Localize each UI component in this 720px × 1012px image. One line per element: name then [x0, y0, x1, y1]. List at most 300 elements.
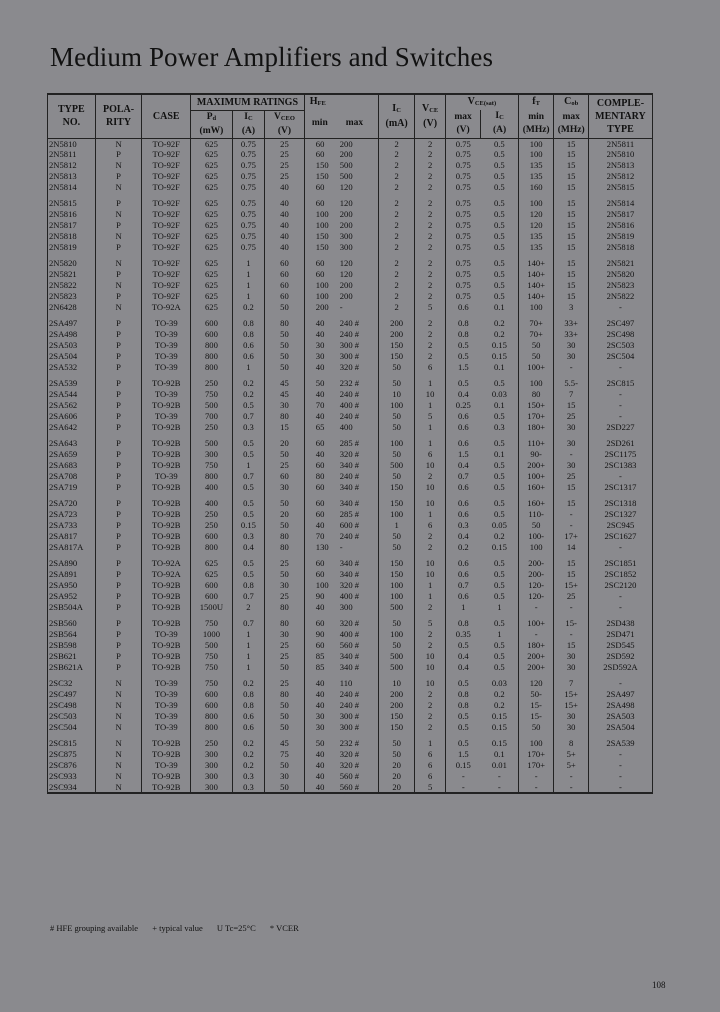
cell-hfe-vce: 2	[415, 640, 445, 651]
cell-vceo: 20	[265, 509, 305, 520]
cell-case: TO-92F	[142, 269, 191, 280]
cell-ic: 1	[232, 651, 264, 662]
cell-hfe-min: 200	[304, 302, 336, 313]
cell-hfe-vce: 1	[415, 378, 445, 389]
cell-pd: 625	[191, 149, 233, 160]
cell-vcesat-ic: 0.5	[481, 640, 519, 651]
cell-hfe-min: 40	[304, 771, 336, 782]
cell-case: TO-39	[142, 329, 191, 340]
cell-complementary: 2SC1852	[588, 569, 652, 580]
cell-type: 2SC934	[48, 782, 96, 794]
cell-cob: 5+	[554, 760, 589, 771]
footnote-tc: U Tc=25°C	[216, 923, 256, 933]
cell-type: 2SC815	[48, 738, 96, 749]
table-row	[48, 531, 653, 542]
table-body	[48, 138, 653, 793]
cell-vcesat-max: 0.6	[445, 498, 481, 509]
table-row	[48, 591, 653, 602]
cell-type: 2N5810	[48, 138, 96, 149]
cell-polarity: P	[95, 580, 142, 591]
cell-vceo: 30	[265, 482, 305, 493]
cell-cob: 8	[554, 738, 589, 749]
cell-ic: 0.75	[232, 138, 264, 149]
table-row	[48, 400, 653, 411]
cell-hfe-max: 200	[337, 149, 379, 160]
cell-ic: 1	[232, 629, 264, 640]
cell-complementary: -	[588, 782, 652, 794]
cell-hfe-vce: 5	[415, 411, 445, 422]
cell-vceo: 50	[265, 329, 305, 340]
cell-case: TO-92B	[142, 509, 191, 520]
cell-hfe-min: 40	[304, 449, 336, 460]
cell-polarity: P	[95, 422, 142, 433]
cell-hfe-min: 60	[304, 498, 336, 509]
cob-max-header: max (MHz)	[554, 110, 589, 138]
cell-complementary: 2SC504	[588, 351, 652, 362]
cell-case: TO-92F	[142, 149, 191, 160]
cell-complementary: 2SC945	[588, 520, 652, 531]
hfe-vce-header: VCE (V)	[415, 94, 445, 138]
cell-complementary: -	[588, 678, 652, 689]
cell-vcesat-max: 0.7	[445, 471, 481, 482]
cell-ic: 1	[232, 269, 264, 280]
page-title: Medium Power Amplifiers and Switches	[50, 42, 494, 72]
cell-case: TO-92F	[142, 171, 191, 182]
cell-complementary: 2SC503	[588, 340, 652, 351]
cell-vcesat-ic: 1	[481, 629, 519, 640]
cell-case: TO-92B	[142, 602, 191, 613]
cell-cob: 15	[554, 198, 589, 209]
cell-pd: 625	[191, 269, 233, 280]
cell-polarity: P	[95, 471, 142, 482]
cell-complementary: 2SA504	[588, 722, 652, 733]
cell-type: 2N5817	[48, 220, 96, 231]
cell-vcesat-max: 0.75	[445, 280, 481, 291]
cell-hfe-min: 60	[304, 482, 336, 493]
cell-pd: 625	[191, 302, 233, 313]
cell-type: 2SA497	[48, 318, 96, 329]
cell-polarity: P	[95, 438, 142, 449]
cell-vcesat-max: 0.75	[445, 220, 481, 231]
cell-hfe-vce: 2	[415, 629, 445, 640]
cell-vcesat-ic: 0.15	[481, 340, 519, 351]
cell-ic: 0.5	[232, 558, 264, 569]
cell-type: 2SB504A	[48, 602, 96, 613]
cell-type: 2SA733	[48, 520, 96, 531]
cell-case: TO-92F	[142, 242, 191, 253]
cell-pd: 750	[191, 618, 233, 629]
cell-polarity: P	[95, 411, 142, 422]
cell-hfe-max: 600 #	[337, 520, 379, 531]
cell-cob: 15	[554, 269, 589, 280]
cell-polarity: P	[95, 351, 142, 362]
cell-complementary: 2SC1383	[588, 460, 652, 471]
cell-cob: 30	[554, 351, 589, 362]
table-row	[48, 242, 653, 253]
cell-type: 2SA720	[48, 498, 96, 509]
cell-complementary: -	[588, 400, 652, 411]
cell-complementary: 2SC1317	[588, 482, 652, 493]
cell-hfe-vce: 1	[415, 422, 445, 433]
cell-type: 2SB560	[48, 618, 96, 629]
cell-polarity: P	[95, 269, 142, 280]
cell-pd: 600	[191, 689, 233, 700]
cell-vceo: 50	[265, 498, 305, 509]
cell-ic: 0.3	[232, 531, 264, 542]
table-row	[48, 362, 653, 373]
cell-vcesat-ic: 0.5	[481, 231, 519, 242]
cell-hfe-max: 300	[337, 231, 379, 242]
cell-case: TO-92B	[142, 749, 191, 760]
cell-ic: 1	[232, 280, 264, 291]
cell-type: 2N5815	[48, 198, 96, 209]
cell-hfe-vce: 10	[415, 482, 445, 493]
cell-ft: 80	[518, 389, 554, 400]
cell-hfe-min: 60	[304, 182, 336, 193]
cell-ic: 0.6	[232, 722, 264, 733]
cell-case: TO-92B	[142, 542, 191, 553]
cell-hfe-ic: 150	[378, 722, 415, 733]
table-row	[48, 651, 653, 662]
cell-ic: 0.8	[232, 580, 264, 591]
cell-type: 2N5814	[48, 182, 96, 193]
cell-complementary: -	[588, 411, 652, 422]
cell-vceo: 45	[265, 738, 305, 749]
cell-vceo: 25	[265, 678, 305, 689]
case-header: CASE	[142, 94, 191, 138]
cell-ft: 110+	[518, 438, 554, 449]
cell-hfe-vce: 10	[415, 558, 445, 569]
cell-hfe-ic: 2	[378, 280, 415, 291]
cell-type: 2SA719	[48, 482, 96, 493]
cell-hfe-ic: 2	[378, 182, 415, 193]
cell-hfe-max: 300 #	[337, 340, 379, 351]
table-row	[48, 302, 653, 313]
cell-polarity: P	[95, 591, 142, 602]
cell-hfe-vce: 1	[415, 591, 445, 602]
cell-hfe-max: 240 #	[337, 531, 379, 542]
cell-hfe-ic: 150	[378, 351, 415, 362]
cell-hfe-ic: 500	[378, 662, 415, 673]
cell-ic: 1	[232, 662, 264, 673]
cell-ic: 0.8	[232, 329, 264, 340]
cell-complementary: 2N5814	[588, 198, 652, 209]
cell-ft: 140+	[518, 269, 554, 280]
cell-cob: 17+	[554, 531, 589, 542]
cell-complementary: 2N5818	[588, 242, 652, 253]
table-row	[48, 269, 653, 280]
cell-case: TO-39	[142, 711, 191, 722]
cell-hfe-ic: 500	[378, 460, 415, 471]
cell-hfe-ic: 50	[378, 449, 415, 460]
table-row	[48, 618, 653, 629]
table-header	[48, 94, 653, 138]
cell-polarity: N	[95, 722, 142, 733]
cell-hfe-ic: 200	[378, 329, 415, 340]
cell-complementary: 2SC498	[588, 329, 652, 340]
cell-hfe-vce: 2	[415, 258, 445, 269]
cell-ic: 0.75	[232, 160, 264, 171]
cell-type: 2N5819	[48, 242, 96, 253]
cell-ft: 180+	[518, 640, 554, 651]
cell-hfe-vce: 2	[415, 138, 445, 149]
cell-cob: 15	[554, 182, 589, 193]
cell-hfe-vce: 2	[415, 700, 445, 711]
table-row	[48, 722, 653, 733]
cell-vcesat-max: 0.35	[445, 629, 481, 640]
cell-vcesat-max: 1.5	[445, 362, 481, 373]
cell-complementary: 2N5810	[588, 149, 652, 160]
cell-ic: 1	[232, 258, 264, 269]
cell-ic: 0.8	[232, 700, 264, 711]
cell-pd: 625	[191, 291, 233, 302]
cell-hfe-vce: 2	[415, 220, 445, 231]
cell-ft: -	[518, 771, 554, 782]
cell-hfe-ic: 50	[378, 749, 415, 760]
cell-complementary: 2SD438	[588, 618, 652, 629]
cell-ft: 15-	[518, 700, 554, 711]
cell-vcesat-ic: 0.5	[481, 280, 519, 291]
cell-vcesat-ic: 0.5	[481, 269, 519, 280]
cell-complementary: 2SD471	[588, 629, 652, 640]
table-row	[48, 678, 653, 689]
table-row	[48, 738, 653, 749]
cell-ic: 0.5	[232, 569, 264, 580]
cell-case: TO-39	[142, 629, 191, 640]
cell-hfe-ic: 50	[378, 422, 415, 433]
cell-hfe-min: 40	[304, 520, 336, 531]
cell-hfe-min: 60	[304, 269, 336, 280]
cell-vcesat-max: 0.8	[445, 318, 481, 329]
cell-vceo: 60	[265, 269, 305, 280]
cell-ft: 200+	[518, 460, 554, 471]
cell-hfe-ic: 150	[378, 569, 415, 580]
table-row	[48, 160, 653, 171]
cell-vcesat-ic: 0.2	[481, 700, 519, 711]
cell-hfe-max: 340 #	[337, 482, 379, 493]
cell-hfe-ic: 50	[378, 531, 415, 542]
cell-vceo: 25	[265, 171, 305, 182]
cell-hfe-min: 100	[304, 280, 336, 291]
cell-ft: 140+	[518, 280, 554, 291]
cell-case: TO-92B	[142, 618, 191, 629]
cell-hfe-min: 30	[304, 722, 336, 733]
table-row	[48, 231, 653, 242]
cell-pd: 625	[191, 280, 233, 291]
cell-hfe-ic: 50	[378, 411, 415, 422]
cell-ic: 0.5	[232, 482, 264, 493]
cell-polarity: P	[95, 531, 142, 542]
cell-vceo: 25	[265, 149, 305, 160]
cell-ic: 0.3	[232, 771, 264, 782]
table-row	[48, 340, 653, 351]
table-row	[48, 629, 653, 640]
cell-hfe-vce: 6	[415, 771, 445, 782]
cell-ft: 160+	[518, 498, 554, 509]
cell-hfe-ic: 2	[378, 269, 415, 280]
cell-vcesat-max: 0.2	[445, 542, 481, 553]
cell-complementary: 2N5816	[588, 220, 652, 231]
cell-ic: 0.75	[232, 198, 264, 209]
cell-vcesat-max: 1	[445, 602, 481, 613]
cell-ft: 160	[518, 182, 554, 193]
cell-hfe-ic: 150	[378, 558, 415, 569]
cell-hfe-max: 340 #	[337, 569, 379, 580]
cell-ic: 0.6	[232, 711, 264, 722]
cell-hfe-max: 400	[337, 422, 379, 433]
cell-complementary: 2SC1318	[588, 498, 652, 509]
cell-type: 2SC875	[48, 749, 96, 760]
cell-ft: 100	[518, 738, 554, 749]
cell-ic: 0.2	[232, 389, 264, 400]
cell-case: TO-39	[142, 351, 191, 362]
cell-vceo: 30	[265, 580, 305, 591]
cell-hfe-ic: 150	[378, 340, 415, 351]
cell-vcesat-max: 1.5	[445, 449, 481, 460]
cell-complementary: 2N5821	[588, 258, 652, 269]
cell-pd: 300	[191, 760, 233, 771]
cell-case: TO-92F	[142, 160, 191, 171]
cell-vceo: 25	[265, 591, 305, 602]
cell-case: TO-39	[142, 678, 191, 689]
table-row	[48, 640, 653, 651]
cell-vcesat-ic: 0.5	[481, 558, 519, 569]
cell-pd: 750	[191, 678, 233, 689]
cell-hfe-min: 60	[304, 509, 336, 520]
cell-vcesat-max: 0.4	[445, 460, 481, 471]
cell-vceo: 50	[265, 711, 305, 722]
cell-hfe-ic: 2	[378, 231, 415, 242]
cell-pd: 300	[191, 749, 233, 760]
cell-pd: 625	[191, 171, 233, 182]
cell-ic: 0.75	[232, 149, 264, 160]
cell-vcesat-ic: 0.01	[481, 760, 519, 771]
cell-hfe-vce: 2	[415, 149, 445, 160]
cell-hfe-max: 300	[337, 242, 379, 253]
cell-hfe-vce: 1	[415, 738, 445, 749]
cell-ic: 0.4	[232, 542, 264, 553]
cell-ft: 120-	[518, 591, 554, 602]
cell-vcesat-ic: 0.15	[481, 738, 519, 749]
cell-hfe-min: 40	[304, 602, 336, 613]
cell-polarity: N	[95, 749, 142, 760]
cell-ft: 100+	[518, 362, 554, 373]
cell-complementary: 2N5811	[588, 138, 652, 149]
cell-hfe-max: 560 #	[337, 771, 379, 782]
cell-hfe-max: 320 #	[337, 618, 379, 629]
cell-vcesat-max: 0.6	[445, 482, 481, 493]
cell-hfe-vce: 2	[415, 209, 445, 220]
cell-case: TO-39	[142, 318, 191, 329]
cell-polarity: P	[95, 291, 142, 302]
pd-header: Pd (mW)	[191, 110, 233, 138]
cell-vcesat-ic: 0.5	[481, 258, 519, 269]
cell-complementary: 2N5819	[588, 231, 652, 242]
cell-type: 2N5822	[48, 280, 96, 291]
cell-type: 2N6428	[48, 302, 96, 313]
cell-hfe-vce: 5	[415, 618, 445, 629]
cell-vceo: 25	[265, 160, 305, 171]
cell-ft: 120	[518, 220, 554, 231]
cell-cob: -	[554, 509, 589, 520]
cell-type: 2SA708	[48, 471, 96, 482]
cell-pd: 300	[191, 449, 233, 460]
cell-hfe-min: 40	[304, 678, 336, 689]
cell-polarity: P	[95, 400, 142, 411]
cell-hfe-max: 200	[337, 209, 379, 220]
cell-polarity: P	[95, 171, 142, 182]
cell-hfe-ic: 100	[378, 591, 415, 602]
cell-vcesat-ic: 0.5	[481, 482, 519, 493]
cell-pd: 600	[191, 329, 233, 340]
cell-hfe-min: 30	[304, 711, 336, 722]
cell-polarity: P	[95, 378, 142, 389]
hfe-min-header: min	[304, 110, 336, 138]
cell-hfe-vce: 10	[415, 651, 445, 662]
cell-hfe-min: 130	[304, 542, 336, 553]
cell-case: TO-92B	[142, 460, 191, 471]
table-row	[48, 182, 653, 193]
cell-vcesat-max: 0.75	[445, 242, 481, 253]
cell-complementary: 2N5815	[588, 182, 652, 193]
cell-hfe-ic: 2	[378, 138, 415, 149]
cell-pd: 625	[191, 231, 233, 242]
cell-ic: 0.8	[232, 689, 264, 700]
cell-hfe-ic: 150	[378, 498, 415, 509]
cell-cob: 15	[554, 220, 589, 231]
cell-polarity: P	[95, 509, 142, 520]
cell-vcesat-max: 1.5	[445, 749, 481, 760]
cell-hfe-vce: 10	[415, 460, 445, 471]
page-number: 108	[652, 980, 666, 990]
cell-ft: 140+	[518, 258, 554, 269]
cell-cob: 30	[554, 711, 589, 722]
cell-polarity: P	[95, 362, 142, 373]
cell-vcesat-max: 0.6	[445, 438, 481, 449]
cell-type: 2SA642	[48, 422, 96, 433]
cell-ft: 200+	[518, 662, 554, 673]
cell-hfe-min: 150	[304, 231, 336, 242]
cell-vcesat-max: 0.6	[445, 422, 481, 433]
cell-ft: 120	[518, 678, 554, 689]
cell-polarity: P	[95, 651, 142, 662]
cell-hfe-max: -	[337, 542, 379, 553]
cell-ic: 0.6	[232, 351, 264, 362]
cell-vcesat-ic: 0.5	[481, 198, 519, 209]
cell-vcesat-max: 0.75	[445, 198, 481, 209]
cell-hfe-ic: 150	[378, 482, 415, 493]
cell-pd: 600	[191, 700, 233, 711]
cell-hfe-ic: 50	[378, 738, 415, 749]
cell-pd: 600	[191, 591, 233, 602]
cell-type: 2SA562	[48, 400, 96, 411]
cell-case: TO-92A	[142, 558, 191, 569]
cell-hfe-vce: 2	[415, 291, 445, 302]
cell-complementary: 2SD227	[588, 422, 652, 433]
cell-hfe-ic: 50	[378, 618, 415, 629]
cell-case: TO-39	[142, 411, 191, 422]
cell-polarity: P	[95, 242, 142, 253]
cell-hfe-ic: 500	[378, 651, 415, 662]
cell-type: 2SB621A	[48, 662, 96, 673]
cell-complementary: 2SC815	[588, 378, 652, 389]
cell-hfe-ic: 2	[378, 171, 415, 182]
cell-case: TO-92B	[142, 531, 191, 542]
cell-ic: 0.7	[232, 411, 264, 422]
cell-polarity: N	[95, 760, 142, 771]
table-row	[48, 558, 653, 569]
cell-type: 2SB621	[48, 651, 96, 662]
